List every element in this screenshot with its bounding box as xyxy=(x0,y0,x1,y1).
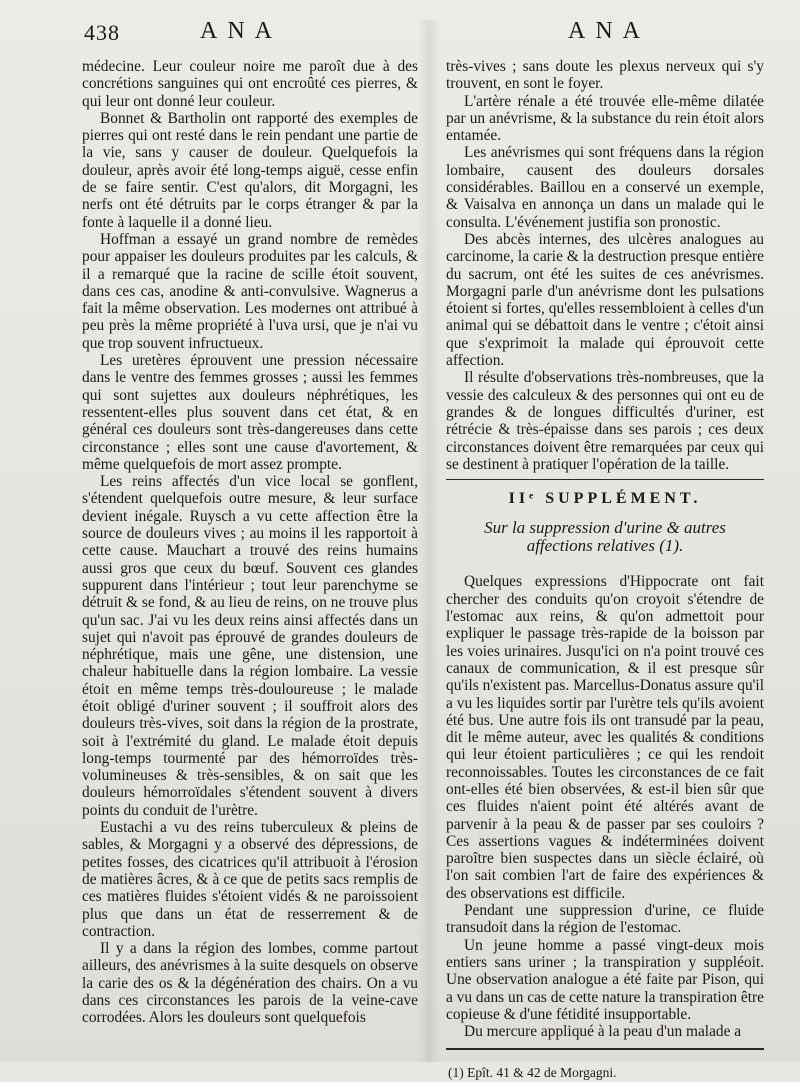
paragraph: Bonnet & Bartholin ont rapporté des exemples de pierres qui ont resté dans le rein pendant une partie de la vie, sans y causer de douleur. Quelquefois la douleur, après avoir été long-temps aiguë, cesse enfin de se faire sentir. C'est qu'alors, dit Morgagni, les nerfs ont été détruits par le corps étranger & par la fonte à laquelle il a donné lieu. xyxy=(82,109,418,231)
page-gutter xyxy=(418,20,440,1062)
right-column xyxy=(446,58,764,1082)
paragraph: Des abcès internes, des ulcères analogues au carcinome, la carie & la destruction presque entière du sacrum, ont été les suites de ces anévrismes. Morgagni parle d'un anévrisme dont les pulsations étoient si fortes, qu'elles ressembloient à celles d'un animal qui se débattoit dans le ventre ; c'étoit ainsi que s'exprimoit la malade qui éprouvoit cette affection. xyxy=(446,230,764,370)
paragraph: Les uretères éprouvent une pression nécessaire dans le ventre des femmes grosses ; aussi les femmes qui sont sujettes aux douleurs néphrétiques, les ressentent-elles plus souvent dans cet état, & en général ces douleurs sont très-dangereuses dans cette circonstance ; elles sont une cause d'avortement, & même quelquefois de mort assez prompte. xyxy=(82,352,418,473)
paragraph: très-vives ; sans doute les plexus nerveux qui s'y trouvent, en sont le foyer. xyxy=(446,58,764,93)
paragraph: Quelques expressions d'Hippocrate ont fait chercher des conduits qu'on croyoit s'étendre de l'estomac aux reins, & qu'on admettoit pour expliquer le passage très-rapide de la boisson par les voies urinaires. Jusqu'ici on n'a point trouvé ces canaux de communication, & il est presque sûr qu'ils n'existent pas. Marcellus-Donatus assure qu'il a vu les liquides sortir par l'urètre tels qu'ils avoient été bus. Une autre fois ils ont transudé par la peau, dit le même auteur, avec les qualités & conditions qui leur étoient particulières ; ce qui les rendoit reconnoissables. Toutes les circonstances de ce fait ont-elles été bien observées, & est-il bien sûr que ces fluides n'aient point été altérés avant de parvenir à la peau & de passer par ses couloirs ? Ces assertions vagues & indéterminées doivent paroître bien suspectes dans un siècle éclairé, où l'on sait combien l'art de faire des expériences & des observations est difficile. xyxy=(446,573,764,902)
supplement-subtitle: Sur la suppression d'urine & autres affections relatives (1). xyxy=(484,518,726,556)
footnote-rule xyxy=(446,1048,764,1050)
paragraph: Un jeune homme a passé vingt-deux mois entiers sans uriner ; la transpiration y suppléoit. Une observation analogue a été faite par Pison, qui a vu dans un cas de cette nature la transpiration être copieuse & d'une fétidité insupportable. xyxy=(446,936,764,1023)
paragraph: Pendant une suppression d'urine, ce fluide transudoit dans la région de l'estomac. xyxy=(446,902,764,937)
page-number: 438 xyxy=(84,20,120,45)
supplement-title: IIᵉ SUPPLÉMENT. xyxy=(508,490,702,508)
footnote: (1) Epît. 41 & 42 de Morgagni. xyxy=(448,1065,617,1081)
left-column xyxy=(82,58,418,1027)
paragraph: médecine. Leur couleur noire me paroît due à des concrétions sanguines qui ont encroûté ces pierres, & qui leur ont donné leur couleur. xyxy=(82,58,418,110)
paragraph: Les anévrismes qui sont fréquens dans la région lombaire, causent des douleurs dorsales considérables. Baillou en a conservé un exemple, & Vaisalva en annonça un dans un malade qui le consulta. L'événement justifia son pronostic. xyxy=(446,144,764,231)
paragraph: Il y a dans la région des lombes, comme partout ailleurs, des anévrismes à la suite desquels on observe la carie des os & la dégénération des chairs. On a vu dans ces circonstances les parois de la veine-cave corrodées. Alors les douleurs sont quelquefois xyxy=(82,940,418,1027)
paragraph: L'artère rénale a été trouvée elle-même dilatée par un anévrisme, & la substance du rein étoit alors entamée. xyxy=(446,92,764,145)
paragraph: Du mercure appliqué à la peau d'un malade a xyxy=(464,1023,742,1041)
running-head-right: ANA xyxy=(568,18,650,44)
running-head-left: ANA xyxy=(200,18,282,44)
paragraph: Eustachi a vu des reins tuberculeux & pleins de sables, & Morgagni y a observé des dépressions, de petites fosses, des cicatrices qu'il attribuoit à l'érosion de matières âcres, & à ce que de petits sacs remplis de ces matières fluides s'étoient vidés & ne paroissoient plus que dans un état de resserrement & de contraction. xyxy=(82,819,418,940)
paragraph: Hoffman a essayé un grand nombre de remèdes pour appaiser les douleurs produites par les calculs, & il a remarqué que la racine de scille étoit souvent, dans ces cas, anodine & anti-convulsive. Wagnerus a fait la même observation. Les modernes ont attribué à peu près la même propriété à l'uva ursi, que je n'ai vu que trop souvent infructueux. xyxy=(82,230,418,352)
paragraph: Les reins affectés d'un vice local se gonflent, s'étendent quelquefois outre mesure, & leur surface devient inégale. Ruysch a vu cette affection être la source de douleurs vives ; au moins il les rapportoit à cette cause. Mauchart a trouvé des reins humains aussi gros que ceux du bœuf. Souvent ces glandes suppurent dans l'intérieur ; tout leur parenchyme se détruit & se fond, & au lieu de reins, on ne trouve plus qu'un sac. J'ai vu les deux reins ainsi affectés dans un sujet qui n'avoit pas éprouvé de grandes douleurs de néphrétique, mais une gêne, une distension, une chaleur habituelle dans la région lombaire. La vessie étoit en même temps très-douloureuse ; le malade étoit obligé d'uriner souvent ; il souffroit alors des douleurs très-vives, soit dans la région de la prostrate, soit à l'extrémité du gland. Le malade étoit depuis long-temps tourmenté par des hémorroïdes très-volumineuses & très-sensibles, & on sait que les douleurs hémorroïdales s'étendent souvent à divers points du conduit de l'urètre. xyxy=(82,473,418,819)
section-rule xyxy=(446,479,764,480)
paragraph: Il résulte d'observations très-nombreuses, que la vessie des calculeux & des personnes qui ont eu de grandes & de longues difficultés d'uriner, est rétrécie & très-épaisse dans ses parois ; ces deux circonstances doivent être remarquées par ceux qui se destinent à pratiquer l'opération de la taille. xyxy=(446,369,764,473)
